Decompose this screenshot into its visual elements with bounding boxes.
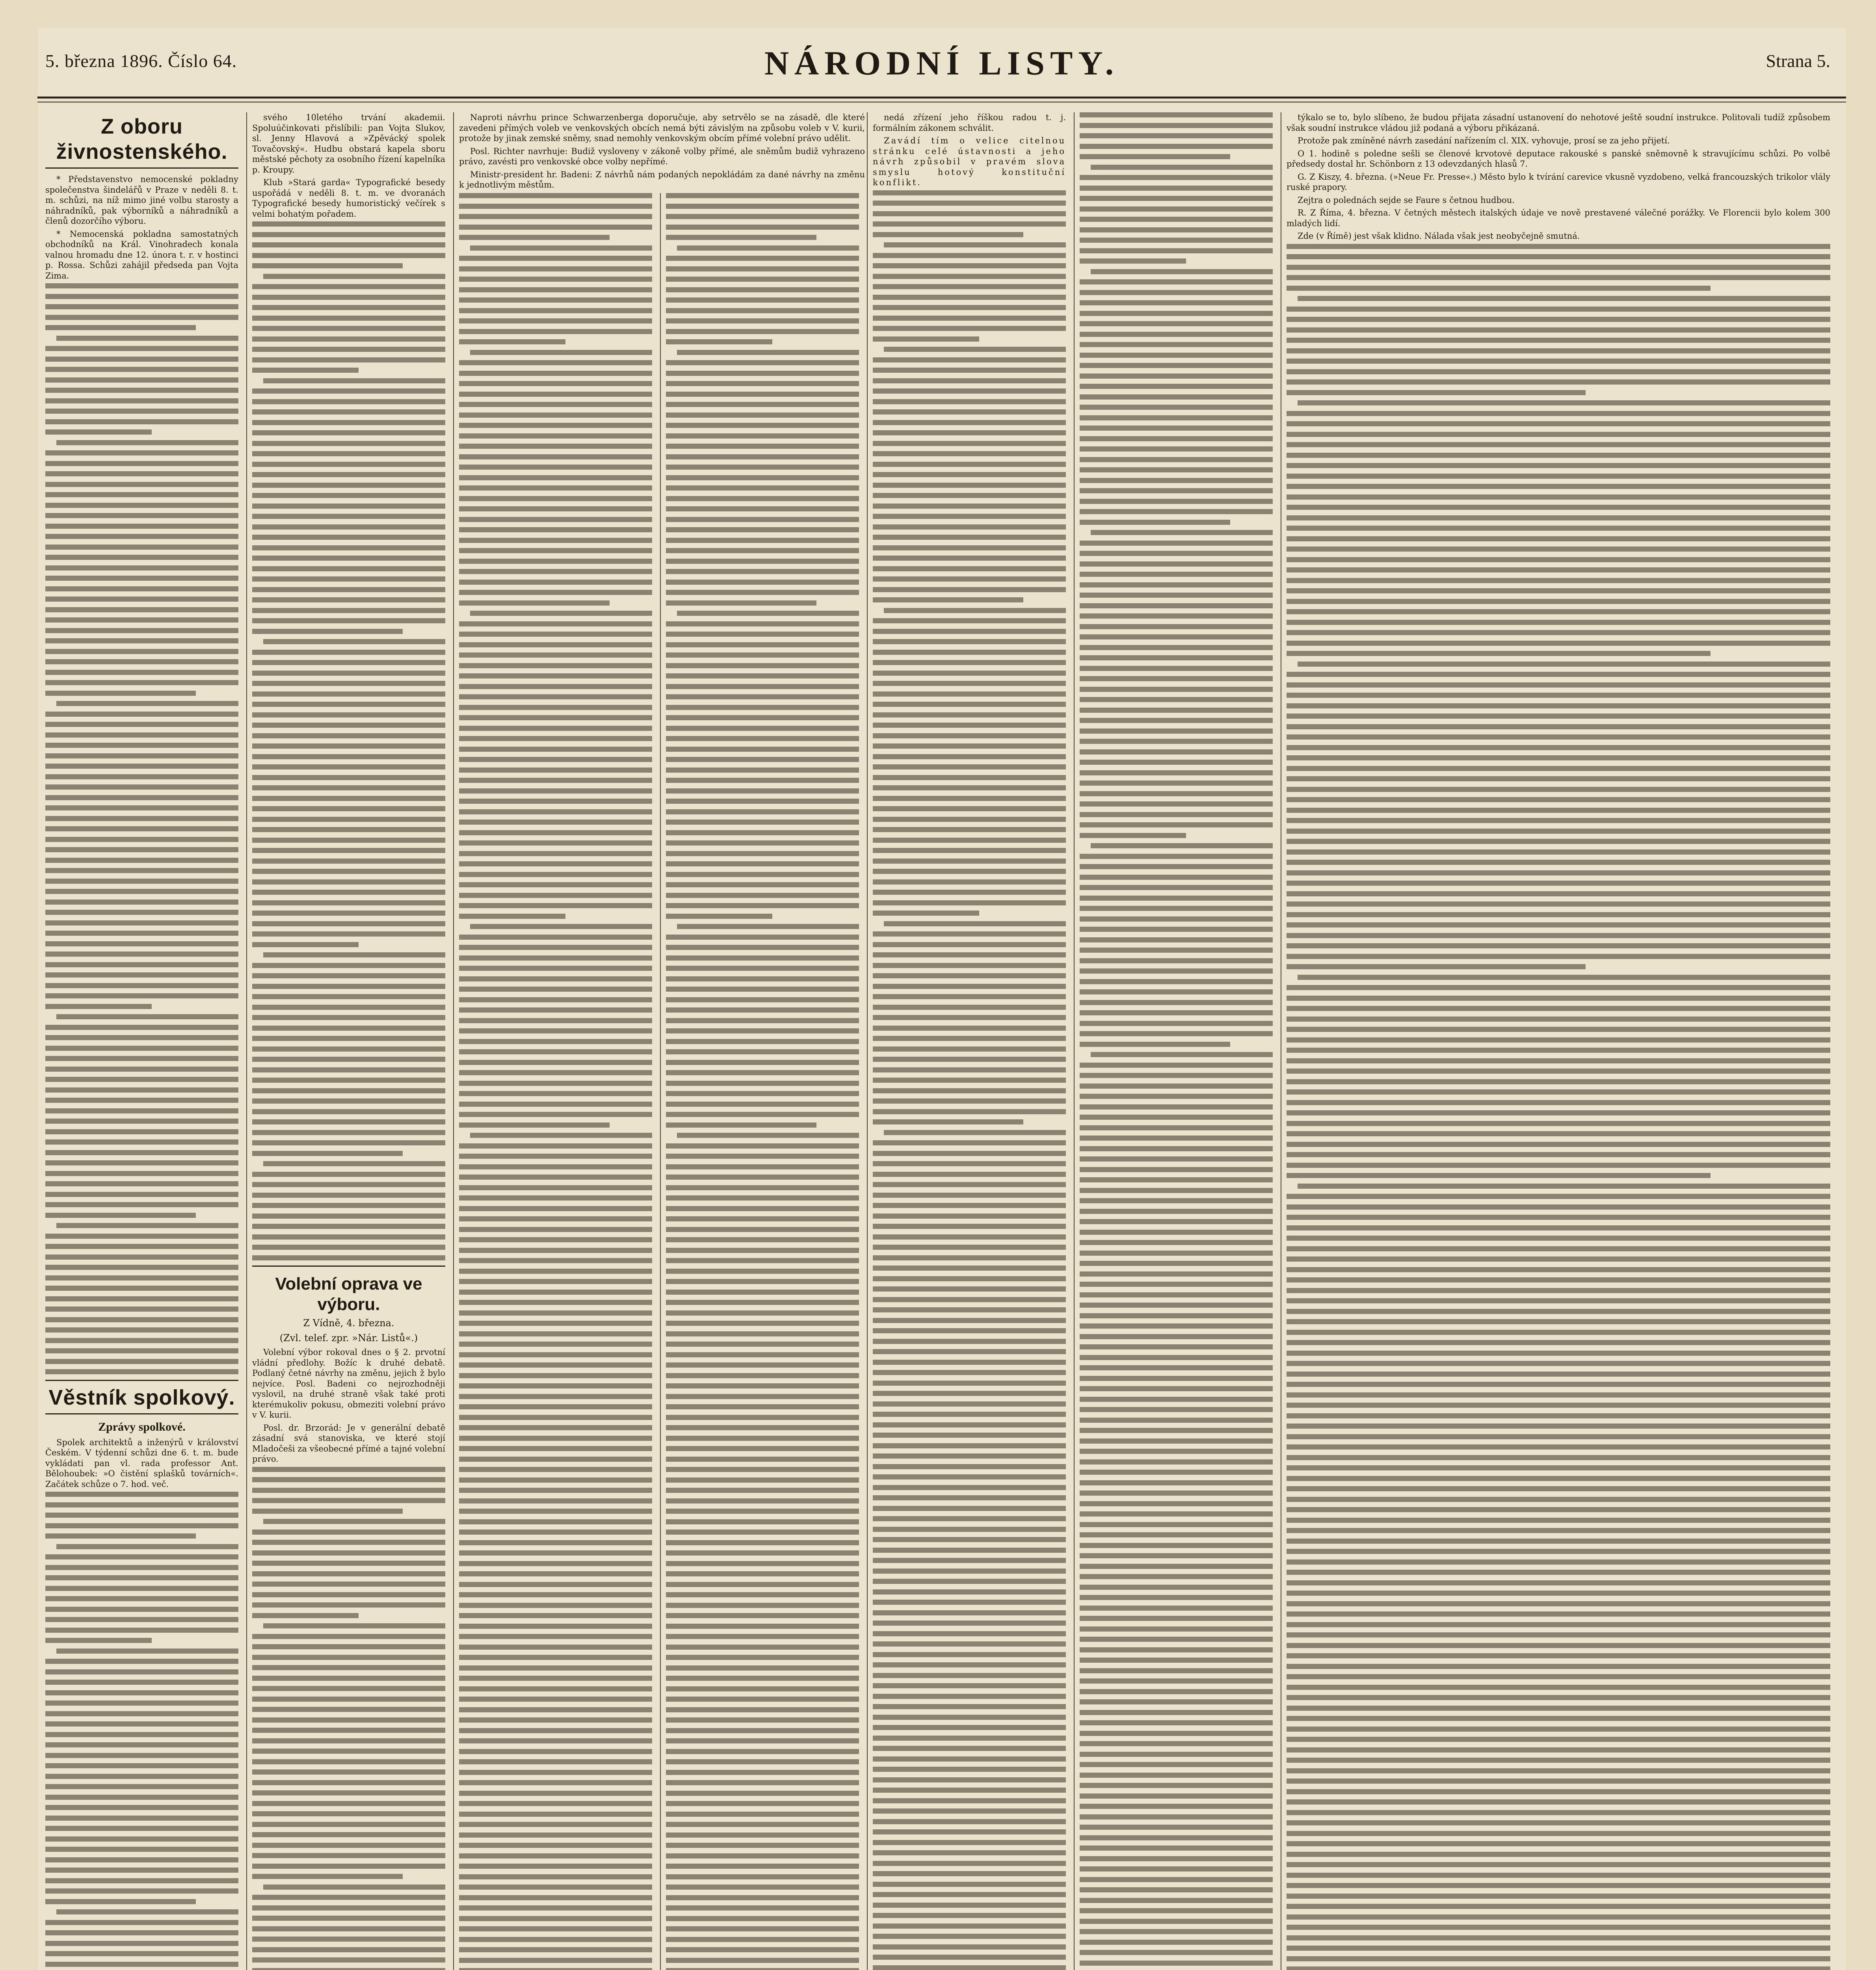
article-paragraph: Volební výbor rokoval dnes o § 2. prvotní vládní předlohy. Božíc k druhé debatě. Podlaný četné návrhy na změnu, jejich ž bylo nejvíce. Posl. Badeni co nejrozhodněji vyslovil, na druhé straně však také proti kterémukoliv pokusu, obmeziti volební právo v V. kurii. (252, 1347, 445, 1420)
article-paragraph: Protože pak zmíněné návrh zasedání nařízením cl. XIX. vyhovuje, prosí se za jeho přijetí. (1298, 136, 1670, 145)
column-divider (867, 112, 868, 1970)
text-block (459, 193, 652, 1970)
article-heading-electoral-reform: Volební oprava ve výboru. (275, 1274, 422, 1314)
article-paragraph: Posl. dr. Brzorád: Je v generální debatě zásadní svá stanoviska, ve které stojí Mladočeši za všeobecné přímé a tajné volební právo. (252, 1423, 445, 1464)
article-paragraph: Klub »Stará garda« Typografické besedy uspořádá v neděli 8. t. m. ve dvoranách Typografické besedy humoristický večírek s velmi bohatým pořadem. (252, 178, 445, 219)
text-block (45, 1492, 238, 1970)
article-paragraph: Zejtra o polednách sejde se Faure s četnou hudbou. (1298, 195, 1515, 205)
column-5 (1080, 112, 1273, 1970)
section-heading-associations: Věstník spolkový. (45, 1385, 238, 1414)
text-block (873, 190, 1066, 1970)
article-paragraph: týkalo se to, bylo slíbeno, že budou přijata zásadní ustanovení do nehotové ještě soudní instrukce. Politovali tudíž způsobem však soudní instrukce vládou již podaná a výboru přikázaná. (1287, 113, 1830, 133)
article-paragraph: R. Z Říma, 4. března. V četných městech italských údaje ve nově prestavené válečné porážky. Ve Florencii bylo kolem 300 mladých lidí. (1287, 208, 1830, 228)
text-block (1080, 112, 1273, 1970)
article-paragraph: * Představenstvo nemocenské pokladny společenstva šindelářů v Praze v neděli 8. t. m. schůzi, na níž mimo jiné volbu starosty a náhradníků, pak výborníků a náhradníků a členů dozorčího výboru. (45, 175, 238, 226)
article-paragraph: G. Z Kiszy, 4. března. (»Neue Fr. Presse«.) Město bylo k tvírání carevice vkusně vyzdobeno, velká francouzských trikolor vlály ruské prapory. (1287, 172, 1830, 192)
article-paragraph: Zde (v Římě) jest však klidno. Nálada však jest neobyčejně smutná. (1298, 231, 1580, 241)
subheading-association-news: Zprávy spolkové. (98, 1420, 186, 1433)
column-divider (660, 193, 661, 1970)
column-1 (45, 112, 238, 1970)
column-3a (459, 193, 652, 1970)
dateline: Z Vídně, 4. března. (303, 1318, 394, 1329)
article-paragraph: Posl. Richter navrhuje: Budiž vysloveny v zákoně volby přímé, ale sněmům budiž vyhrazeno právo, zavésti pro venkovské obce volby nepřímé. (459, 146, 865, 166)
column-3b (666, 193, 859, 1970)
article-paragraph: nedá zřízení jeho říškou radou t. j. formálním zákonem schválit. (873, 113, 1066, 133)
article-paragraph: * Nemocenská pokladna samostatných obchodníků na Král. Vinohradech konala valnou hromadu dne 12. února t. r. v hostinci p. Rossa. Schůzi zahájil předseda pan Vojta Zima. (45, 229, 238, 281)
text-block (252, 221, 445, 1260)
issue-date: 5. března 1896. Číslo 64. (45, 51, 237, 71)
article-paragraph: O 1. hodině s poledne sešli se členové krvotové deputace rakouské s panské sněmovně k stravujícímu schůzi. Po volbě předsedy dostal hr. Schönborn z 13 odevzdaných hlasů 7. (1287, 149, 1830, 169)
column-divider (246, 112, 247, 1970)
text-block (666, 193, 859, 1970)
source-line: (Zvl. telef. zpr. »Nár. Listů«.) (279, 1333, 418, 1344)
column-divider (453, 112, 454, 1970)
column-4 (873, 112, 1066, 1970)
article-paragraph: Spolek architektů a inženýrů v království Českém. V týdenní schůzi dne 6. t. m. bude vykládati pan vl. rada professor Ant. Bělohoubek: »O čistění splašků továrních«. Začátek schůze o 7. hod. več. (45, 1437, 238, 1489)
page-number: Strana 5. (1766, 51, 1830, 71)
article-paragraph: svého 10letého trvání akademii. Spoluúčinkovati přislíbili: pan Vojta Slukov, sl. Jenny Hlavová a »Zpěvácký spolek Tovačovský«. Hudbu obstará kapela sboru městské pěchoty za osobního řízení kapelníka p. Kroupy. (252, 113, 445, 175)
text-block (252, 1467, 445, 1970)
article-paragraph: Naproti návrhu prince Schwarzenberga doporučuje, aby setrvělo se na zásadě, dle které zavedeni přímých voleb ve venkovských obcích nemá býti závislým na způsobu voleb v V. kurii, protože by jinak zemské sněmy, snad nemohly venkovským obcím přímé volební právo udělit. (459, 113, 865, 143)
section-heading-trade: Z oboru živnostenského. (45, 114, 238, 169)
text-block (1287, 244, 1830, 1970)
column-divider (1074, 112, 1075, 1970)
article-paragraph: Zavádí tím o velice citelnou stránku celé ústavnosti a jeho návrh způsobil v pravém slova smyslu hotový konstituční konflikt. (873, 136, 1066, 187)
column-2 (252, 112, 445, 1970)
column-6 (1287, 112, 1830, 1970)
article-paragraph: Ministr-president hr. Badeni: Z návrhů nám podaných nepokládám za dané návrhy na změnu k jednotlivým městům. (459, 169, 865, 190)
newspaper-title: NÁRODNÍ LISTY. (764, 44, 1119, 82)
text-block (45, 283, 238, 1374)
masthead (37, 43, 1846, 87)
newspaper-page (37, 28, 1846, 1970)
masthead-rule-top (37, 97, 1846, 98)
